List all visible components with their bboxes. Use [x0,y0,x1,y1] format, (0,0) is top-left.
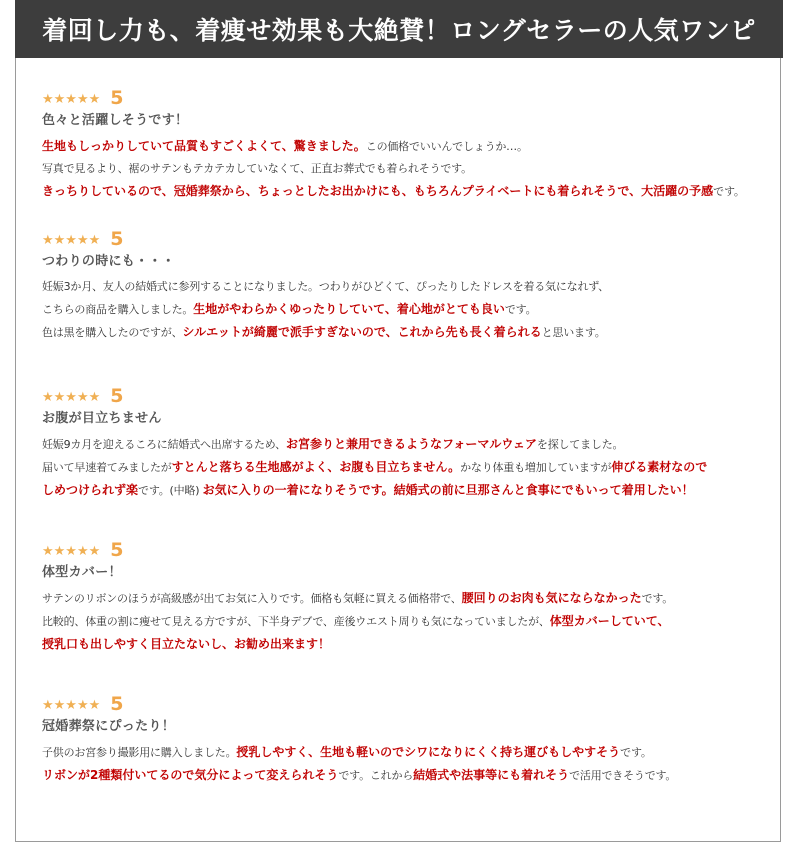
review-text-line [42,456,782,479]
star-rating-icon: ★★★★★ [42,544,101,559]
review-text-line [42,741,782,764]
review-text: です。これから [338,769,414,782]
rating-row [42,692,782,714]
review-text: 比較的、体重の割に痩せて見える方ですが、下半身デブで、産後ウエスト周りも気になっていましたが、 [42,615,550,628]
review-body [42,587,782,656]
review-title: 体型カバー！ [42,565,122,580]
review-text: 色は黒を購入したのですが、 [42,326,183,339]
review-title: つわりの時にも・・・ [42,254,176,269]
rating-row [42,86,782,108]
review-text-line [42,433,782,456]
highlight-text: 授乳口も出しやすく目立たないし、お勧め出来ます！ [42,637,331,651]
highlight-text: お宮参りと兼用できるようなフォーマルウェア [285,437,537,451]
rating-row [42,227,782,249]
review-text: です。 [641,592,674,605]
review-text-line [42,587,782,610]
review-text: 子供のお宮参り撮影用に購入しました。 [42,746,237,759]
highlight-text: 体型カバーしていて、 [549,614,670,628]
review-text-line [42,610,782,633]
page-header [15,0,783,58]
review-body [42,276,782,344]
review-title: 冠婚葬祭にぴったり！ [42,719,176,734]
review-text: サテンのリボンのほうが高級感が出てお気に入りです。価格も気軽に買える価格帯で、 [42,592,462,605]
review-text-line [42,321,782,344]
review-text: を探してました。 [536,438,624,451]
review-body [42,741,782,787]
highlight-text: しめつけられず楽 [42,483,139,497]
reviews-box [15,58,781,842]
review-text: 妊娠3か月、友人の結婚式に参列することになりました。つわりがひどくて、ぴったりしたドレスを着る気になれず、 [42,280,609,293]
highlight-text: リボンが2種類付いてるので気分によって変えられそう [42,768,339,782]
review-text-line [42,158,782,180]
review-text: 妊娠9カ月を迎えるころに結婚式へ出席するため、 [42,438,286,451]
highlight-text: きっちりしているので、冠婚葬祭から、ちょっとしたお出かけにも、もちろんプライベートにも着られそうで、大活躍の予感 [42,184,714,198]
highlight-text: お気に入りの一着になりそうです。結婚式の前に旦那さんと食事にでもいって着用したい！ [202,483,694,497]
star-rating-icon: ★★★★★ [42,233,101,248]
star-rating-icon: ★★★★★ [42,390,101,405]
review-item [42,538,782,656]
review-text-line [42,479,782,502]
highlight-text: 生地もしっかりしていて品質もすごくよくて、驚きました。 [42,139,366,153]
rating-score: 5 [110,385,124,407]
rating-row [42,538,782,560]
review-text: こちらの商品を購入しました。 [42,303,194,316]
rating-score: 5 [110,87,124,109]
highlight-text: シルエットが綺麗で派手すぎないので、これから先も長く着られる [182,325,542,339]
review-text: です。 [620,746,652,759]
review-text: 届いて早速着てみましたが [42,461,172,474]
review-text: 写真で見るより、裾のサテンもテカテカしていなくて、正直お葬式でも着られそうです。 [42,162,472,175]
review-text-line [42,135,782,158]
review-body [42,433,782,502]
highlight-text: 授乳しやすく、生地も軽いのでシワになりにくく持ち運びもしやすそう [236,745,621,759]
review-text-line [42,298,782,321]
highlight-text: 結婚式や法事等にも着れそう [413,768,570,782]
review-text: かなり体重も増加していますが [460,461,612,474]
review-text: です。(中略) [138,484,203,497]
review-text: です。 [504,303,537,316]
review-body [42,135,782,203]
highlight-text: すとんと落ちる生地感がよく、お腹も目立ちません。 [171,460,461,474]
rating-score: 5 [110,539,124,561]
review-item [42,86,782,203]
review-text: と思います。 [541,326,606,339]
rating-score: 5 [110,228,124,250]
review-text: です。 [713,185,745,198]
star-rating-icon: ★★★★★ [42,92,101,107]
highlight-text: 腰回りのお肉も気にならなかった [461,591,642,605]
review-item [42,692,782,787]
rating-row [42,384,782,406]
review-title: 色々と活躍しそうです！ [42,113,189,128]
review-text-line [42,180,782,203]
review-item [42,227,782,344]
rating-score: 5 [110,693,124,715]
review-text-line [42,764,782,787]
highlight-text: 生地がやわらかくゆったりしていて、着心地がとても良い [193,302,505,316]
review-text: この価格でいいんでしょうか…。 [365,140,528,153]
header-title: 着回し力も、着痩せ効果も大絶賛！ロングセラーの人気ワンピ [42,16,756,45]
review-text-line [42,276,782,298]
review-item [42,384,782,502]
review-title: お腹が目立ちません [42,411,162,426]
star-rating-icon: ★★★★★ [42,698,101,713]
review-text: で活用できそうです。 [569,769,677,782]
review-text-line [42,633,782,656]
highlight-text: 伸びる素材なので [611,460,708,474]
